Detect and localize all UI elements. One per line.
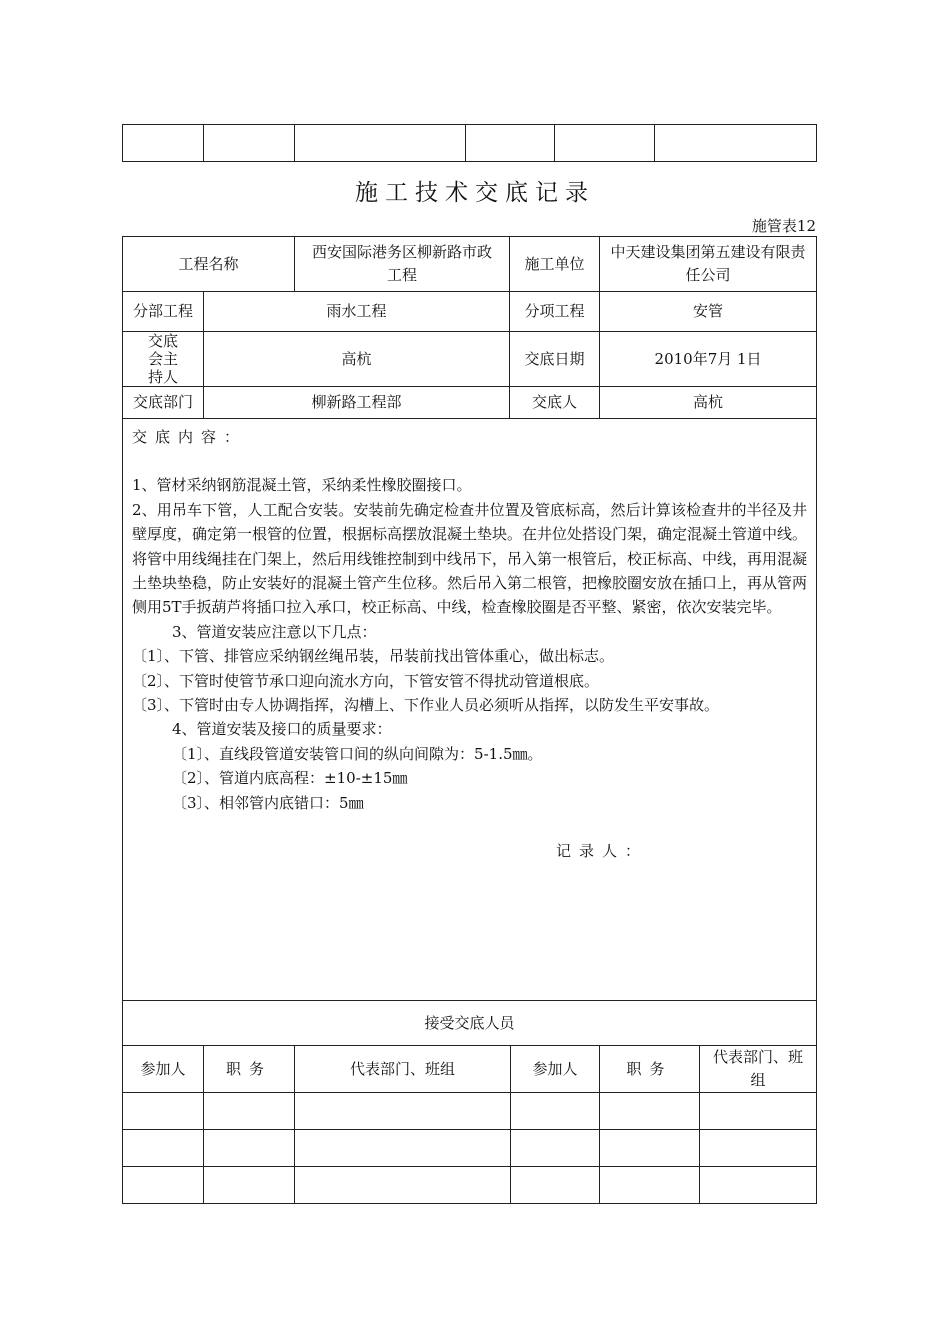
- content-item-4-2: 〔2〕、管道内底高程：±10-±15㎜: [172, 769, 408, 788]
- attendee-cell: [204, 1093, 295, 1130]
- content-item-1: 1、管材采纳钢筋混凝土管，采纳柔性橡胶圈接口。: [132, 476, 472, 495]
- subitem-value: 安管: [600, 292, 817, 332]
- dept-value: 柳新路工程部: [204, 387, 510, 419]
- col-duty-1: 职务: [204, 1046, 295, 1093]
- subitem-label: 分项工程: [510, 292, 600, 332]
- attendee-cell: [700, 1167, 817, 1204]
- contractor-value: 中天建设集团第五建设有限责任公司: [600, 237, 817, 292]
- attendee-cell: [204, 1130, 295, 1167]
- content-item-4-3: 〔3〕、相邻管内底错口：5㎜: [172, 793, 364, 812]
- attendee-cell: [600, 1167, 700, 1204]
- attendee-cell: [511, 1167, 600, 1204]
- record-table: [122, 236, 817, 1204]
- attendee-cell: [123, 1167, 204, 1204]
- project-name-value: 西安国际港务区柳新路市政工程: [295, 237, 510, 292]
- attendee-cell: [511, 1130, 600, 1167]
- col-dept-1: 代表部门、班组: [295, 1046, 511, 1093]
- attendee-cell: [123, 1130, 204, 1167]
- content-item-3-2: 〔2〕、下管时使管节承口迎向流水方向，下管安管不得扰动管道根底。: [132, 671, 600, 690]
- form-number: 施管表12: [751, 217, 816, 235]
- col-dept-2: 代表部门、班组: [700, 1046, 817, 1093]
- project-name-label: 工程名称: [123, 237, 295, 292]
- attendee-cell: [204, 1167, 295, 1204]
- col-person-1: 参加人: [123, 1046, 204, 1093]
- date-label: 交底日期: [510, 332, 600, 387]
- col-person-2: 参加人: [511, 1046, 600, 1093]
- content-item-3-1: 〔1〕、下管、排管应采纳钢丝绳吊装，吊装前找出管体重心，做出标志。: [132, 647, 615, 666]
- contractor-label: 施工单位: [510, 237, 600, 292]
- attendee-cell: [295, 1167, 511, 1204]
- content-item-3: 3、管道安装应注意以下几点：: [172, 622, 377, 641]
- host-label: 交底会主持人: [123, 332, 204, 387]
- attendee-cell: [295, 1130, 511, 1167]
- presenter-label: 交底人: [510, 387, 600, 419]
- attendee-cell: [511, 1093, 600, 1130]
- attendee-cell: [600, 1130, 700, 1167]
- col-duty-2: 职务: [600, 1046, 700, 1093]
- document-title: 施工技术交底记录: [355, 180, 595, 206]
- date-value: 2010年7月 1日: [600, 332, 817, 387]
- briefing-content: [123, 419, 817, 1001]
- content-item-2: 2、用吊车下管，人工配合安装。安装前先确定检查井位置及管底标高，然后计算该检查井的半径及井壁厚度，确定第一根管的位置，根据标高摆放混凝土垫块。在井位处搭设门架，确定混凝土管道中线。将管中用线绳挂在门架上，然后用线锥控制到中线吊下，吊入第一根管后，校正标高、中线，再用混凝土垫块垫稳，防止安装好的混凝土管产生位移。然后吊入第二根管，把橡胶圈安放在插口上，再从管两侧用5T手扳葫芦将插口拉入承口，校正标高、中线，检查橡胶圈是否平整、紧密，依次安装完毕。: [132, 500, 808, 617]
- division-label: 分部工程: [123, 292, 204, 332]
- attendee-cell: [600, 1093, 700, 1130]
- header-blank-table: [122, 124, 817, 162]
- blank-cell: [204, 125, 295, 162]
- blank-cell: [295, 125, 466, 162]
- attendee-cell: [123, 1093, 204, 1130]
- recorder-label: 记录人：: [556, 842, 649, 861]
- dept-label: 交底部门: [123, 387, 204, 419]
- division-value: 雨水工程: [204, 292, 510, 332]
- attendees-heading: 接受交底人员: [123, 1001, 817, 1046]
- content-item-4-1: 〔1〕、直线段管道安装管口间的纵向间隙为：5-1.5㎜。: [172, 744, 543, 763]
- content-item-4: 4、管道安装及接口的质量要求：: [172, 720, 392, 739]
- blank-cell: [466, 125, 555, 162]
- attendee-cell: [295, 1093, 511, 1130]
- presenter-value: 高杭: [600, 387, 817, 419]
- attendee-cell: [700, 1130, 817, 1167]
- blank-cell: [123, 125, 204, 162]
- attendee-cell: [700, 1093, 817, 1130]
- content-item-3-3: 〔3〕、下管时由专人协调指挥，沟槽上、下作业人员必须听从指挥，以防发生平安事故。: [132, 696, 720, 715]
- blank-cell: [555, 125, 655, 162]
- content-heading: 交底内容：: [132, 428, 248, 446]
- blank-cell: [655, 125, 817, 162]
- host-value: 高杭: [204, 332, 510, 387]
